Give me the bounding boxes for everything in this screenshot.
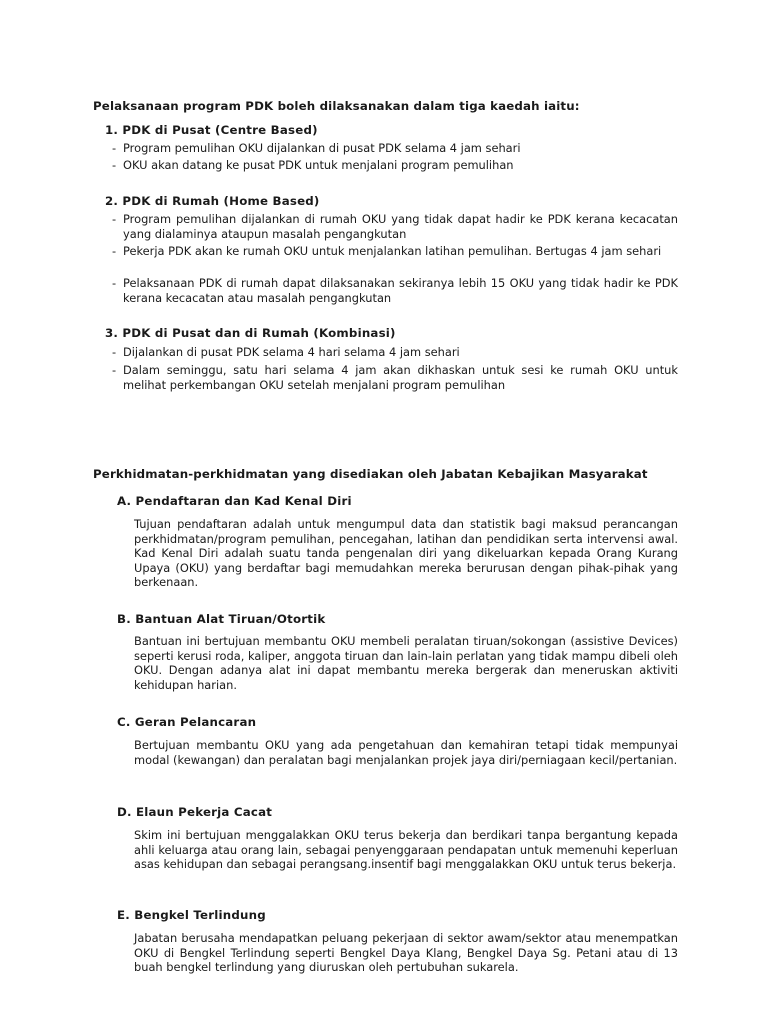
bullet-text: Pelaksanaan PDK di rumah dapat dilaksanakan sekiranya lebih 15 OKU yang tidak hadir ke PDK kerana kecacatan atau masalah pengangkutan <box>123 276 678 305</box>
dash-marker: - <box>112 244 117 258</box>
dash-marker: - <box>112 345 117 359</box>
service-title: Bantuan Alat Tiruan/Otortik <box>135 612 326 626</box>
dash-marker: - <box>112 276 117 290</box>
list-item <box>112 345 678 360</box>
method-number: 3. <box>105 326 119 340</box>
method-title: PDK di Rumah (Home Based) <box>122 194 320 208</box>
dash-marker: - <box>112 212 117 226</box>
service-a-title <box>117 494 352 509</box>
service-c-text: Bertujuan membantu OKU yang ada pengetahuan dan kemahiran tetapi tidak mempunyai modal (kewangan) dan peralatan bagi menjalankan projek jaya diri/perniagaan kecil/pertanian. <box>134 738 678 767</box>
service-b-title <box>117 612 325 627</box>
list-item <box>112 244 678 259</box>
list-item <box>112 158 678 173</box>
service-letter: A. <box>117 494 132 508</box>
service-letter: B. <box>117 612 131 626</box>
method-1-title <box>105 123 318 138</box>
service-title: Pendaftaran dan Kad Kenal Diri <box>135 494 352 508</box>
method-3-title <box>105 326 396 341</box>
dash-marker: - <box>112 141 117 155</box>
service-c-title <box>117 715 256 730</box>
bullet-text: Program pemulihan dijalankan di rumah OKU yang tidak dapat hadir ke PDK kerana kecacatan yang dialaminya ataupun masalah pengangkutan <box>123 212 678 241</box>
services-heading: Perkhidmatan-perkhidmatan yang disediakan oleh Jabatan Kebajikan Masyarakat <box>93 467 648 481</box>
bullet-text: Program pemulihan OKU dijalankan di pusat PDK selama 4 jam sehari <box>123 141 521 155</box>
method-number: 2. <box>105 194 119 208</box>
service-title: Geran Pelancaran <box>134 715 257 729</box>
list-item <box>112 363 678 392</box>
intro-heading: Pelaksanaan program PDK boleh dilaksanakan dalam tiga kaedah iaitu: <box>93 99 580 113</box>
list-item <box>112 212 678 241</box>
service-letter: C. <box>117 715 131 729</box>
bullet-text: OKU akan datang ke pusat PDK untuk menjalani program pemulihan <box>123 158 514 172</box>
method-number: 1. <box>105 123 119 137</box>
method-title: PDK di Pusat (Centre Based) <box>122 123 318 137</box>
service-b-text: Bantuan ini bertujuan membantu OKU membeli peralatan tiruan/sokongan (assistive Devices) seperti kerusi roda, kaliper, anggota tiruan dan lain-lain perlatan yang tidak mampu dibeli oleh OKU. Dengan adanya alat ini dapat membantu mereka bergerak dan meneruskan aktiviti kehidupan harian. <box>134 634 678 692</box>
service-e-title <box>117 908 266 923</box>
service-a-text: Tujuan pendaftaran adalah untuk mengumpul data dan statistik bagi maksud perancangan perkhidmatan/program pemulihan, pencegahan, latihan dan pendidikan serta intervensi awal. Kad Kenal Diri adalah suatu tanda pengenalan diri yang dikeluarkan kepada Orang Kurang Upaya (OKU) yang berdaftar bagi memudahkan mereka berurusan dengan pihak-pihak yang berkenaan. <box>134 517 678 590</box>
service-d-title <box>117 805 272 820</box>
bullet-text: Pekerja PDK akan ke rumah OKU untuk menjalankan latihan pemulihan. Bertugas 4 jam sehari <box>123 244 662 258</box>
bullet-text: Dijalankan di pusat PDK selama 4 hari selama 4 jam sehari <box>123 345 460 359</box>
dash-marker: - <box>112 363 117 377</box>
bullet-text: Dalam seminggu, satu hari selama 4 jam akan dikhaskan untuk sesi ke rumah OKU untuk melihat perkembangan OKU setelah menjalani program pemulihan <box>123 363 678 392</box>
dash-marker: - <box>112 158 117 172</box>
method-2-title <box>105 194 320 209</box>
service-letter: D. <box>117 805 132 819</box>
service-title: Elaun Pekerja Cacat <box>136 805 273 819</box>
list-item <box>112 276 678 305</box>
service-title: Bengkel Terlindung <box>134 908 266 922</box>
method-title: PDK di Pusat dan di Rumah (Kombinasi) <box>122 326 396 340</box>
list-item <box>112 141 678 156</box>
service-letter: E. <box>117 908 130 922</box>
service-e-text: Jabatan berusaha mendapatkan peluang pekerjaan di sektor awam/sektor atau menempatkan OKU di Bengkel Terlindung seperti Bengkel Daya Klang, Bengkel Daya Sg. Petani atau di 13 buah bengkel terlindung yang diuruskan oleh pertubuhan sukarela. <box>134 931 678 975</box>
service-d-text: Skim ini bertujuan menggalakkan OKU terus bekerja dan berdikari tanpa bergantung kepada ahli keluarga atau orang lain, sebagai penyenggaraan pendapatan untuk memenuhi keperluan asas kehidupan dan sebagai perangsang.insentif bagi menggalakkan OKU untuk terus bekerja. <box>134 828 678 872</box>
